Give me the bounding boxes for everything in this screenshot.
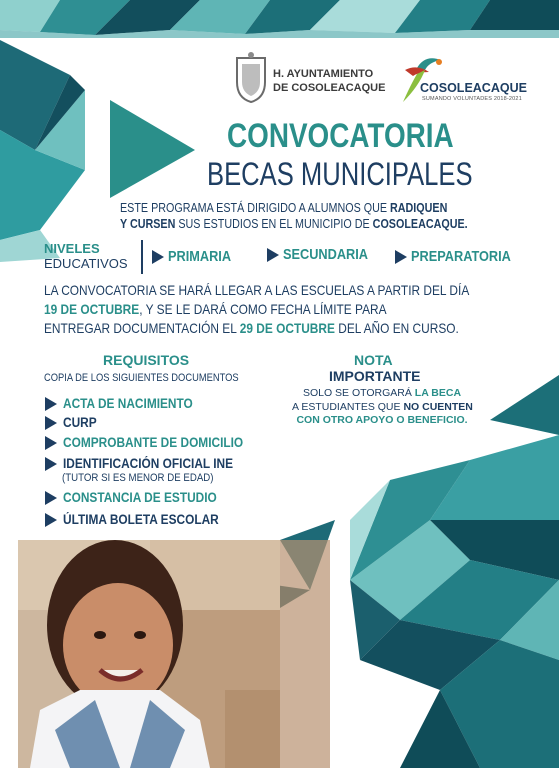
level-preparatoria: PREPARATORIA <box>395 248 529 265</box>
note-heading2: IMPORTANTE <box>329 368 421 384</box>
municipality-line1: H. AYUNTAMIENTO <box>273 68 374 80</box>
play-triangle-icon <box>45 491 57 505</box>
brand-name: COSOLEACAQUE <box>420 81 527 95</box>
requirement-item: COMPROBANTE DE DOMICILIO <box>45 435 268 450</box>
note-line2-a: A ESTUDIANTES QUE <box>292 400 404 413</box>
note-line3: CON OTRO APOYO O BENEFICIO. <box>296 414 468 426</box>
note-line2-b: NO CUENTEN <box>403 400 473 413</box>
levels-label-line2: EDUCATIVOS <box>44 256 128 271</box>
intro-part3: SUS ESTUDIOS EN EL MUNICIPIO DE <box>175 217 373 231</box>
play-triangle-icon <box>395 250 407 264</box>
note-line1-b: LA BECA <box>414 387 462 399</box>
requirement-item: IDENTIFICACIÓN OFICIAL INE <box>45 456 256 471</box>
intro-highlight1: RADIQUEN <box>390 201 448 215</box>
announcement-line3-start: ENTREGAR DOCUMENTACIÓN EL <box>44 320 240 336</box>
play-triangle-icon <box>45 457 57 471</box>
note-body <box>292 387 472 428</box>
announcement-line2: , Y SE LE DARÁ COMO FECHA LÍMITE PARA <box>139 301 387 317</box>
note-heading1: NOTA <box>354 352 393 368</box>
levels-label <box>44 241 128 271</box>
levels-label-line1: NIVELES <box>44 241 100 256</box>
announcement-line3-end: DEL AÑO EN CURSO. <box>334 320 459 336</box>
requirement-item: ÚLTIMA BOLETA ESCOLAR <box>45 512 240 527</box>
title-line2: BECAS MUNICIPALES <box>207 156 473 192</box>
play-triangle-icon <box>45 416 57 430</box>
intro-text <box>120 200 559 232</box>
requirement-item: ACTA DE NACIMIENTO <box>45 396 211 411</box>
municipality-name <box>273 67 385 95</box>
intro-part2: Y CURSEN <box>120 217 176 231</box>
title-line1: CONVOCATORIA <box>227 117 454 155</box>
play-triangle-icon <box>45 436 57 450</box>
requirements-subheading: COPIA DE LOS SIGUIENTES DOCUMENTOS <box>44 372 239 384</box>
level-primaria: PRIMARIA <box>152 248 242 265</box>
levels-divider <box>141 240 143 274</box>
level-secundaria: SECUNDARIA <box>267 246 383 263</box>
note-line1-a: SOLO SE OTORGARÁ <box>302 387 415 399</box>
intro-part1: ESTE PROGRAMA ESTÁ DIRIGIDO A ALUMNOS QUE <box>120 201 391 215</box>
announcement-date1: 19 DE OCTUBRE <box>44 301 140 317</box>
play-triangle-icon <box>152 250 164 264</box>
municipal-seal-icon <box>234 52 268 104</box>
announcement-line1: LA CONVOCATORIA SE HARÁ LLEGAR A LAS ESCUELAS A PARTIR DEL DÍA <box>44 282 470 298</box>
requirements-heading: REQUISITOS <box>103 352 190 368</box>
brand-tagline: SUMANDO VOLUNTADES 2018-2021 <box>422 96 522 102</box>
announcement <box>44 281 559 338</box>
ine-note: (TUTOR SI ES MENOR DE EDAD) <box>62 472 214 484</box>
requirement-item: CONSTANCIA DE ESTUDIO <box>45 490 238 505</box>
intro-highlight2: COSOLEACAQUE. <box>372 217 468 231</box>
municipality-line2: DE COSOLEACAQUE <box>273 82 386 94</box>
play-triangle-icon <box>45 397 57 411</box>
arrow-triangle <box>110 100 195 198</box>
announcement-date2: 29 DE OCTUBRE <box>239 320 335 336</box>
play-triangle-icon <box>45 513 57 527</box>
requirement-item: CURP <box>45 415 101 430</box>
play-triangle-icon <box>267 248 279 262</box>
